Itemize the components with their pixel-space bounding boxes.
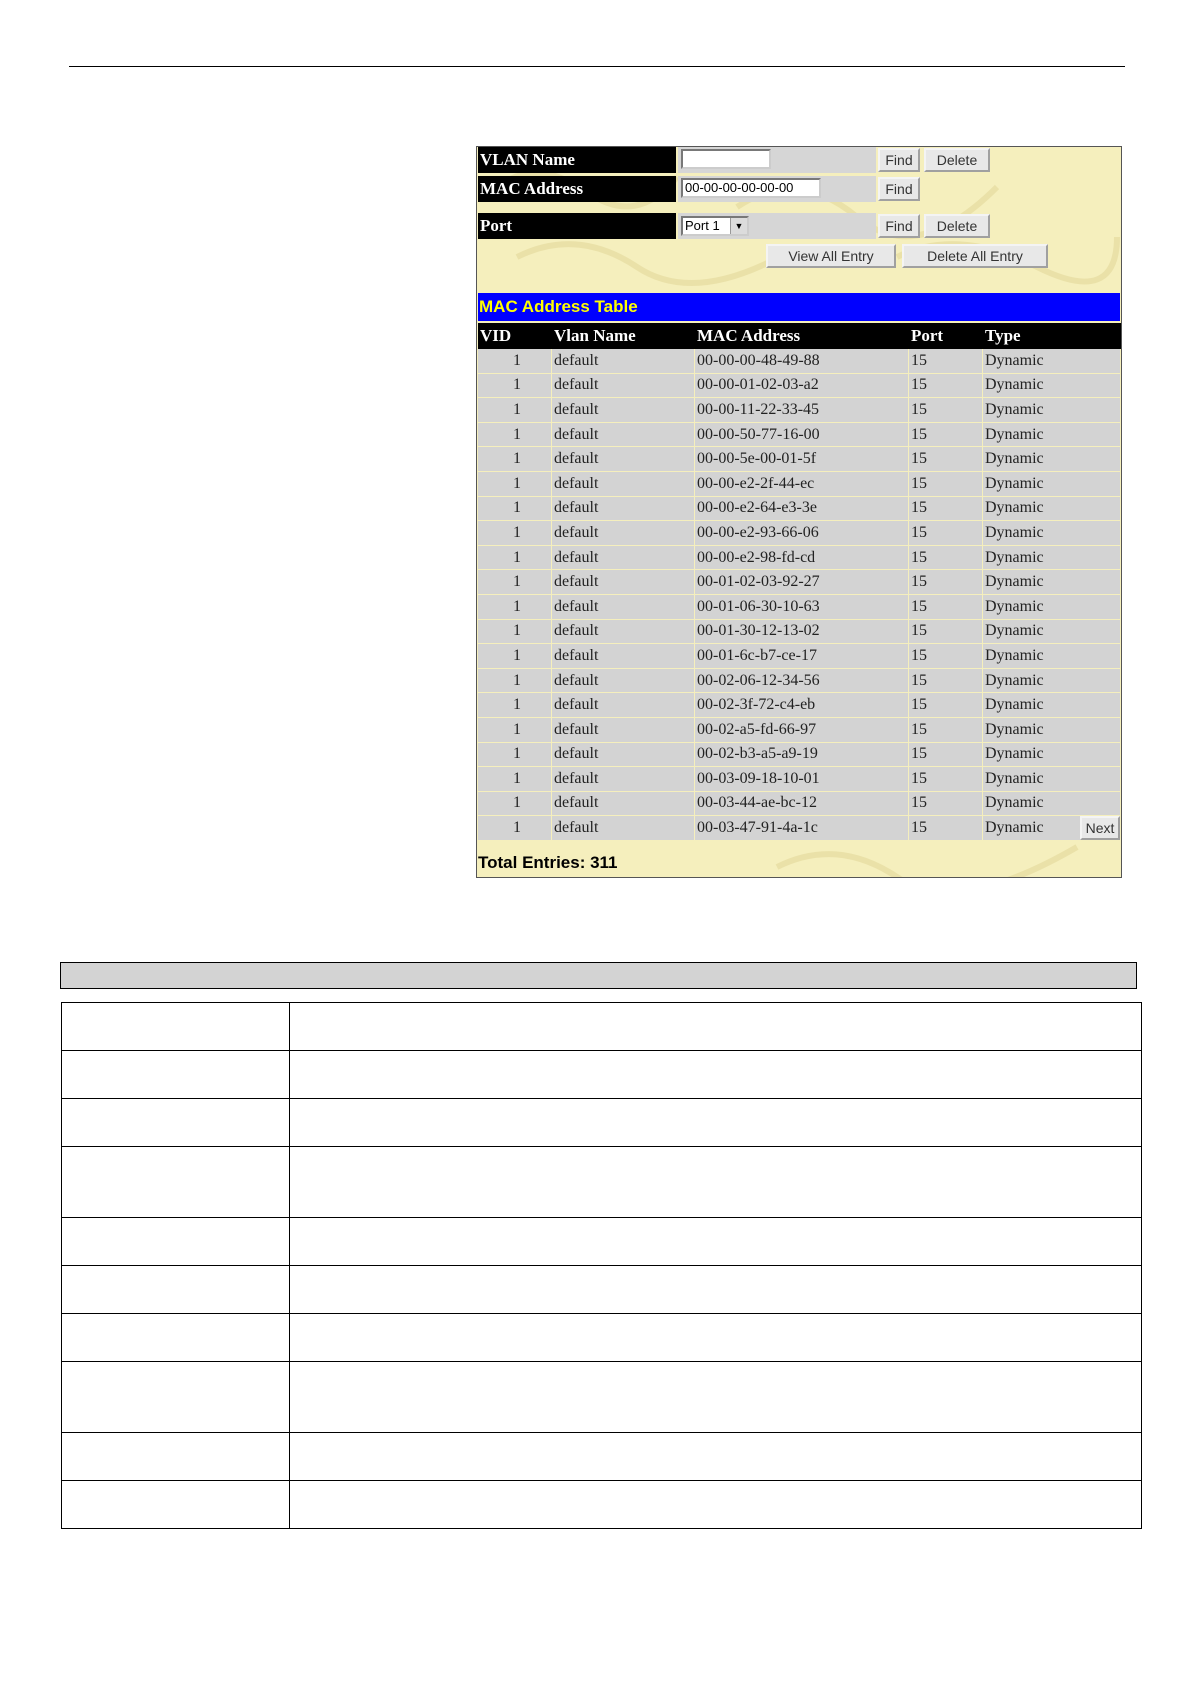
- type-cell: Dynamic: [983, 620, 1121, 645]
- delete-all-entry-button[interactable]: Delete All Entry: [902, 244, 1048, 268]
- port-cell: 15: [909, 398, 983, 423]
- vlan-name-cell: default: [552, 546, 695, 571]
- vid-cell: 1: [478, 497, 552, 522]
- mac-address-cell: 00-03-44-ae-bc-12: [695, 792, 909, 817]
- mac-address-cell: 00-02-06-12-34-56: [695, 669, 909, 694]
- table-row: [478, 423, 1121, 448]
- port-delete-button[interactable]: Delete: [924, 214, 990, 238]
- table-body: [478, 349, 1121, 841]
- table-row: [478, 693, 1121, 718]
- port-cell: 15: [909, 644, 983, 669]
- table-row: [478, 792, 1121, 817]
- port-cell: 15: [909, 595, 983, 620]
- mac-address-cell: 00-03-09-18-10-01: [695, 767, 909, 792]
- vlan-name-cell: default: [552, 423, 695, 448]
- view-all-entry-button[interactable]: View All Entry: [766, 244, 896, 268]
- vid-cell: 1: [478, 620, 552, 645]
- type-cell: Dynamic: [983, 349, 1121, 374]
- port-select[interactable]: [681, 216, 749, 236]
- table-row: [478, 546, 1121, 571]
- vid-cell: 1: [478, 693, 552, 718]
- mac-address-table-panel: [476, 146, 1122, 878]
- port-cell: 15: [909, 743, 983, 768]
- port-select-value: Port 1: [685, 218, 720, 233]
- description-table-header: [60, 962, 1137, 989]
- port-cell: 15: [909, 521, 983, 546]
- vlan-name-cell: default: [552, 349, 695, 374]
- vid-cell: 1: [478, 447, 552, 472]
- vlan-delete-button[interactable]: Delete: [924, 148, 990, 172]
- chevron-down-icon[interactable]: ▼: [730, 218, 747, 234]
- column-header-vlan-name: Vlan Name: [552, 323, 695, 349]
- vlan-name-cell: default: [552, 447, 695, 472]
- mac-address-cell: 00-00-e2-98-fd-cd: [695, 546, 909, 571]
- table-row: [478, 816, 1121, 841]
- type-cell: Dynamic: [983, 423, 1121, 448]
- vlan-name-label: VLAN Name: [478, 147, 676, 173]
- mac-address-cell: 00-00-e2-93-66-06: [695, 521, 909, 546]
- mac-address-table: [478, 323, 1121, 841]
- vid-cell: 1: [478, 743, 552, 768]
- mac-address-cell: 00-00-5e-00-01-5f: [695, 447, 909, 472]
- mac-address-cell: 00-02-a5-fd-66-97: [695, 718, 909, 743]
- table-row: [62, 1433, 1142, 1481]
- mac-address-cell: 00-01-02-03-92-27: [695, 570, 909, 595]
- table-row: [478, 472, 1121, 497]
- port-cell: 15: [909, 349, 983, 374]
- type-cell: Dynamic: [983, 546, 1121, 571]
- mac-address-cell: 00-01-06-30-10-63: [695, 595, 909, 620]
- type-cell: Dynamic: [983, 398, 1121, 423]
- table-row: [478, 595, 1121, 620]
- mac-address-cell: 00-02-3f-72-c4-eb: [695, 693, 909, 718]
- port-find-button[interactable]: Find: [878, 214, 920, 238]
- table-row: [62, 1481, 1142, 1529]
- vlan-name-cell: default: [552, 374, 695, 399]
- table-row: [478, 374, 1121, 399]
- port-cell: 15: [909, 620, 983, 645]
- vlan-name-cell: default: [552, 693, 695, 718]
- table-row: [478, 767, 1121, 792]
- port-cell: 15: [909, 718, 983, 743]
- vid-cell: 1: [478, 718, 552, 743]
- vlan-find-button[interactable]: Find: [878, 148, 920, 172]
- description-table: [61, 1002, 1142, 1529]
- vid-cell: 1: [478, 792, 552, 817]
- type-cell: Dynamic: [983, 792, 1121, 817]
- type-cell: Dynamic: [983, 521, 1121, 546]
- table-row: [478, 521, 1121, 546]
- table-row: [478, 743, 1121, 768]
- type-cell: Dynamic: [983, 472, 1121, 497]
- type-cell: Dynamic: [983, 570, 1121, 595]
- port-label: Port: [478, 213, 676, 239]
- column-header-mac-address: MAC Address: [695, 323, 909, 349]
- table-row: [62, 1003, 1142, 1051]
- table-row: [62, 1051, 1142, 1099]
- column-header-vid: VID: [478, 323, 552, 349]
- mac-address-cell: 00-00-11-22-33-45: [695, 398, 909, 423]
- vlan-name-cell: default: [552, 644, 695, 669]
- table-row: [478, 669, 1121, 694]
- vid-cell: 1: [478, 767, 552, 792]
- type-cell: Dynamic: [983, 816, 1121, 841]
- table-row: [62, 1314, 1142, 1362]
- table-row: [62, 1362, 1142, 1433]
- vlan-name-cell: default: [552, 669, 695, 694]
- port-cell: 15: [909, 423, 983, 448]
- type-cell: Dynamic: [983, 447, 1121, 472]
- vlan-name-cell: default: [552, 767, 695, 792]
- port-cell: 15: [909, 669, 983, 694]
- type-cell: Dynamic: [983, 595, 1121, 620]
- vlan-name-cell: default: [552, 472, 695, 497]
- mac-address-cell: 00-00-e2-2f-44-ec: [695, 472, 909, 497]
- column-header-type: Type: [983, 323, 1121, 349]
- mac-find-button[interactable]: Find: [878, 177, 920, 201]
- type-cell: Dynamic: [983, 743, 1121, 768]
- type-cell: Dynamic: [983, 374, 1121, 399]
- vlan-name-input[interactable]: [681, 149, 771, 169]
- table-row: [478, 447, 1121, 472]
- vlan-name-cell: default: [552, 718, 695, 743]
- column-header-port: Port: [909, 323, 983, 349]
- mac-address-input[interactable]: 00-00-00-00-00-00: [681, 178, 821, 198]
- type-cell: Dynamic: [983, 718, 1121, 743]
- vlan-name-cell: default: [552, 816, 695, 841]
- mac-address-cell: 00-03-47-91-4a-1c: [695, 816, 909, 841]
- vlan-name-cell: default: [552, 743, 695, 768]
- vid-cell: 1: [478, 374, 552, 399]
- type-cell: Dynamic: [983, 693, 1121, 718]
- mac-address-cell: [678, 176, 876, 202]
- mac-address-cell: 00-00-00-48-49-88: [695, 349, 909, 374]
- table-row: [478, 398, 1121, 423]
- vid-cell: 1: [478, 398, 552, 423]
- vlan-name-cell: default: [552, 497, 695, 522]
- vid-cell: 1: [478, 595, 552, 620]
- port-cell: 15: [909, 374, 983, 399]
- table-row: [62, 1099, 1142, 1147]
- table-row: [62, 1147, 1142, 1218]
- table-row: [62, 1218, 1142, 1266]
- port-cell: 15: [909, 472, 983, 497]
- vid-cell: 1: [478, 644, 552, 669]
- vlan-name-cell: default: [552, 398, 695, 423]
- vlan-name-cell: default: [552, 570, 695, 595]
- port-cell: 15: [909, 693, 983, 718]
- vid-cell: 1: [478, 669, 552, 694]
- vlan-name-cell: default: [552, 620, 695, 645]
- table-row: [478, 349, 1121, 374]
- port-cell: [678, 213, 876, 239]
- mac-address-cell: 00-01-6c-b7-ce-17: [695, 644, 909, 669]
- table-row: [478, 620, 1121, 645]
- vid-cell: 1: [478, 349, 552, 374]
- mac-address-cell: 00-00-e2-64-e3-3e: [695, 497, 909, 522]
- mac-address-label: MAC Address: [478, 176, 676, 202]
- next-button[interactable]: Next: [1080, 816, 1120, 840]
- mac-address-cell: 00-01-30-12-13-02: [695, 620, 909, 645]
- vid-cell: 1: [478, 423, 552, 448]
- port-cell: 15: [909, 546, 983, 571]
- mac-table-title: MAC Address Table: [478, 293, 1120, 321]
- vid-cell: 1: [478, 546, 552, 571]
- vlan-name-cell: [678, 147, 876, 173]
- vlan-name-cell: default: [552, 792, 695, 817]
- type-cell: Dynamic: [983, 644, 1121, 669]
- vid-cell: 1: [478, 816, 552, 841]
- port-cell: 15: [909, 447, 983, 472]
- port-cell: 15: [909, 570, 983, 595]
- port-cell: 15: [909, 497, 983, 522]
- table-row: [478, 497, 1121, 522]
- mac-address-cell: 00-02-b3-a5-a9-19: [695, 743, 909, 768]
- table-row: [478, 570, 1121, 595]
- table-header-row: [478, 323, 1121, 349]
- total-entries: Total Entries: 311: [478, 853, 618, 872]
- table-row: [62, 1266, 1142, 1314]
- vid-cell: 1: [478, 472, 552, 497]
- page-header-rule: [69, 66, 1125, 67]
- vid-cell: 1: [478, 570, 552, 595]
- port-cell: 15: [909, 767, 983, 792]
- mac-address-cell: 00-00-50-77-16-00: [695, 423, 909, 448]
- port-cell: 15: [909, 792, 983, 817]
- table-row: [478, 644, 1121, 669]
- type-cell: Dynamic: [983, 767, 1121, 792]
- type-cell: Dynamic: [983, 497, 1121, 522]
- type-cell: Dynamic: [983, 669, 1121, 694]
- mac-address-cell: 00-00-01-02-03-a2: [695, 374, 909, 399]
- table-row: [478, 718, 1121, 743]
- vlan-name-cell: default: [552, 521, 695, 546]
- vid-cell: 1: [478, 521, 552, 546]
- port-cell: 15: [909, 816, 983, 841]
- vlan-name-cell: default: [552, 595, 695, 620]
